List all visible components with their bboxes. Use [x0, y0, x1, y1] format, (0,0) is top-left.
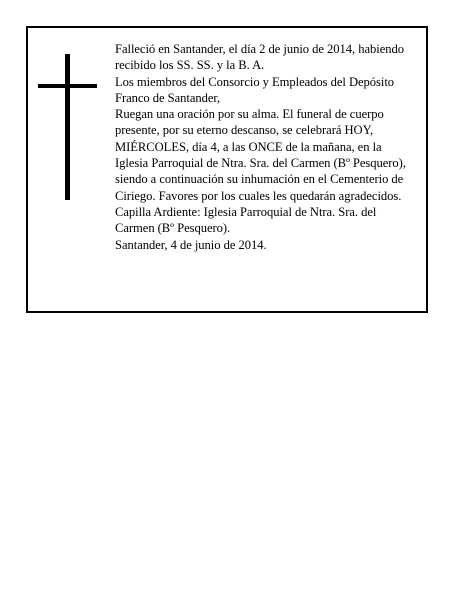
- obituary-notice: [26, 26, 428, 313]
- cross-vertical-bar: [65, 54, 70, 200]
- death-announcement: Falleció en Santander, el día 2 de junio de 2014, habiendo recibido los SS. SS. y la B. A.: [115, 42, 404, 73]
- cross-horizontal-bar: [38, 84, 97, 88]
- funeral-details: Ruegan una oración por su alma. El funeral de cuerpo presente, por su eterno descanso, se celebrará HOY, MIÉRCOLES, día 4, a las ONCE de la mañana, en la Iglesia Parroquial de Ntra. Sra. del Carmen (Bº Pesquero), siendo a continuación su inhumación en el Cementerio de Ciriego. Favores por los cuales les quedarán agradecidos. Capilla Ardiente: Iglesia Parroquial de Ntra. Sra. del Carmen (Bº Pesquero).: [115, 107, 406, 236]
- place-and-date: Santander, 4 de junio de 2014.: [115, 237, 267, 252]
- cross-icon: [38, 54, 98, 200]
- mourners-line: Los miembros del Consorcio y Empleados del Depósito Franco de Santander,: [115, 74, 395, 105]
- notice-text: [115, 41, 415, 253]
